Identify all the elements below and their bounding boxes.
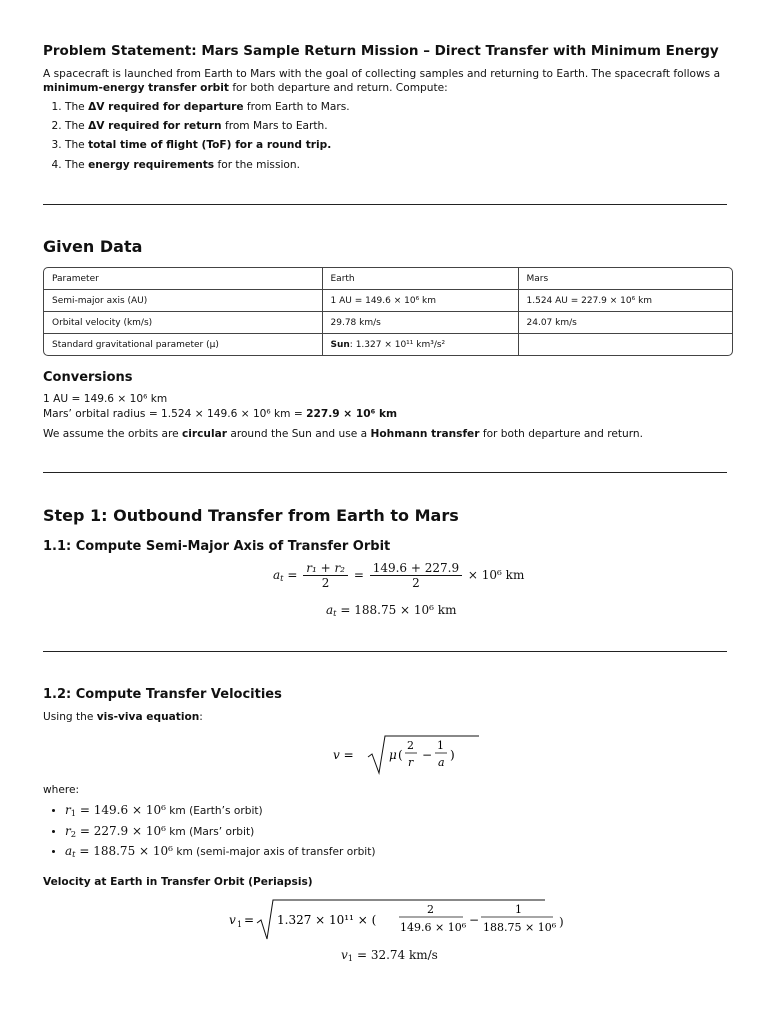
problem-title: Problem Statement: Mars Sample Return Mission – Direct Transfer with Minimum Energy xyxy=(43,43,719,59)
vis-viva-svg xyxy=(331,733,483,777)
step1-heading: Step 1: Outbound Transfer from Earth to Mars xyxy=(43,506,459,525)
svg-text:149.6 × 10⁶: 149.6 × 10⁶ xyxy=(400,921,467,934)
divider xyxy=(43,472,727,473)
table-cell: 29.78 km/s xyxy=(322,312,518,334)
vis-viva-equation xyxy=(331,733,483,777)
svg-text:a: a xyxy=(438,756,445,769)
semi-major-axis-equation: $a_t$ = $\frac{\text{r₁ + r₂}}{2}$ = $\frac{149.6 + 227.9}{2}$ × 10⁶ km xyxy=(273,561,525,590)
table-row xyxy=(44,290,732,312)
svg-text:2: 2 xyxy=(407,739,414,752)
task-item: 2. The ΔV required for return from Mars to Earth. xyxy=(65,118,350,137)
vis-viva-intro: Using the vis-viva equation: xyxy=(43,711,203,723)
velocity-heading: Velocity at Earth in Transfer Orbit (Periapsis) xyxy=(43,876,313,888)
step1-1-heading: 1.1: Compute Semi-Major Axis of Transfer Orbit xyxy=(43,539,391,554)
table-cell: Orbital velocity (km/s) xyxy=(44,312,322,334)
table-cell: 1.524 AU = 227.9 × 10⁶ km xyxy=(518,290,732,312)
svg-text:μ: μ xyxy=(389,748,397,762)
svg-text:(: ( xyxy=(398,748,403,762)
svg-text:−: − xyxy=(422,748,433,762)
svg-text:v: v xyxy=(229,913,236,927)
table-row xyxy=(44,334,732,356)
task-item: 3. The total time of flight (ToF) for a round trip. xyxy=(65,137,350,156)
where-label: where: xyxy=(43,784,80,796)
task-list xyxy=(43,99,350,176)
v1-result: $v_1 = 32.74$ km/s xyxy=(341,948,438,964)
list-item: • $r_2 = 227.9 \times 10^6$ km (Mars’ orbit) xyxy=(65,822,376,843)
table-cell: Sun: 1.327 × 10¹¹ km³/s² xyxy=(322,334,518,356)
svg-text:=: = xyxy=(244,913,255,927)
conversion-mars-radius: Mars’ orbital radius = 1.524 × 149.6 × 10⁶ km = 227.9 × 10⁶ km xyxy=(43,408,398,420)
svg-text:1: 1 xyxy=(237,920,243,929)
divider xyxy=(43,204,727,205)
variable-definitions xyxy=(43,801,376,863)
given-data-heading: Given Data xyxy=(43,237,143,256)
v1-equation xyxy=(227,897,557,943)
table-row xyxy=(44,312,732,334)
table-header-cell: Earth xyxy=(322,268,518,290)
divider xyxy=(43,651,727,652)
conversion-au: 1 AU = 149.6 × 10⁶ km xyxy=(43,393,168,405)
table-cell: Standard gravitational parameter (μ) xyxy=(44,334,322,356)
list-item: • $a_t = 188.75 \times 10^6$ km (semi-major axis of transfer orbit) xyxy=(65,842,376,863)
semi-major-axis-result: $a_t = 188.75 \times 10^6$ km xyxy=(326,603,457,619)
table-cell: 24.07 km/s xyxy=(518,312,732,334)
step1-2-heading: 1.2: Compute Transfer Velocities xyxy=(43,687,282,702)
svg-text:2: 2 xyxy=(427,903,434,916)
table-cell: 1 AU = 149.6 × 10⁶ km xyxy=(322,290,518,312)
v1-close-paren: ) xyxy=(559,915,564,929)
table-cell: Semi-major axis (AU) xyxy=(44,290,322,312)
given-data-table xyxy=(43,267,733,356)
svg-text:v =: v = xyxy=(333,748,354,762)
svg-text:1: 1 xyxy=(437,739,444,752)
table-header-cell: Parameter xyxy=(44,268,322,290)
svg-text:1.327 × 10¹¹ × (: 1.327 × 10¹¹ × ( xyxy=(277,913,377,927)
svg-text:): ) xyxy=(450,748,455,762)
table-header-row xyxy=(44,268,732,290)
table-cell xyxy=(518,334,732,356)
svg-text:r: r xyxy=(408,756,414,769)
svg-text:1: 1 xyxy=(515,903,522,916)
v1-svg xyxy=(227,897,557,943)
assumption-text: We assume the orbits are circular around the Sun and use a Hohmann transfer for both departure and return. xyxy=(43,428,643,440)
task-item: 1. The ΔV required for departure from Earth to Mars. xyxy=(65,99,350,118)
list-item: • $r_1 = 149.6 \times 10^6$ km (Earth’s orbit) xyxy=(65,801,376,822)
task-item: 4. The energy requirements for the mission. xyxy=(65,157,350,176)
svg-text:188.75 × 10⁶: 188.75 × 10⁶ xyxy=(483,921,557,934)
table-header-cell: Mars xyxy=(518,268,732,290)
problem-intro: A spacecraft is launched from Earth to Mars with the goal of collecting samples and returning to Earth. The spacecraft follows a minimum-energy transfer orbit for both departure and return. Compute: xyxy=(43,68,721,94)
conversions-heading: Conversions xyxy=(43,370,133,385)
svg-text:−: − xyxy=(469,913,480,927)
